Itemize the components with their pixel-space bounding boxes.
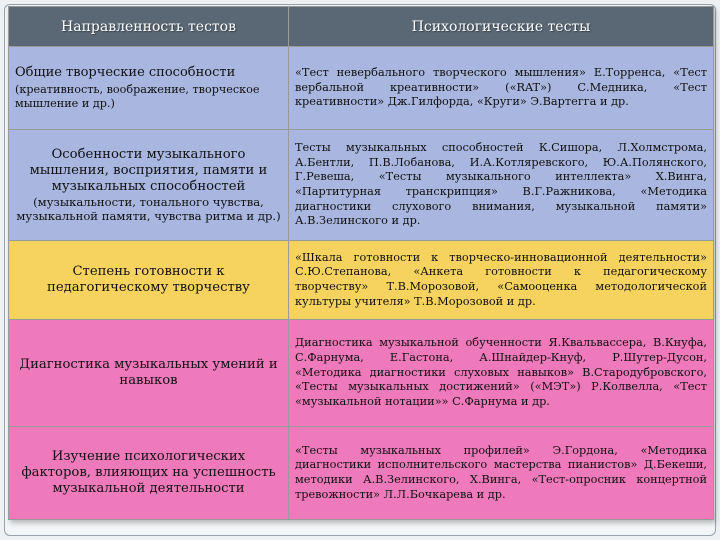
table-row [9,241,714,320]
table-header-row [9,7,714,47]
direction-subtitle: (креативность, воображение, творческое мышление и др.) [15,83,260,110]
header-direction: Направленность тестов [9,7,289,47]
tests-cell: Тесты музыкальных способностей К.Сишора, Л.Холмстрома, А.Бентли, П.В.Лобанова, И.А.Котляревского, Ю.А.Полянского, Г.Ревеша, «Тесты музыкального интеллекта» Х.Винга, «Партитурная транскрипция» В.Г.Ражникова, «Методика диагностики слухового внимания, музыкальной памяти» А.В.Зелинского и др. [289,130,714,241]
tests-cell: «Шкала готовности к творческо-инновационной деятельности» С.Ю.Степанова, «Анкета готовности к педагогическому творчеству» Т.В.Морозовой, «Самооценка методологической культуры учителя» Т.В.Морозовой и др. [289,241,714,320]
direction-cell [9,320,289,427]
direction-title: Изучение психологических факторов, влияющих на успешность музыкальной деятельности [21,448,276,497]
table-row [9,47,714,130]
direction-title: Общие творческие способности [15,65,236,81]
tests-cell: Диагностика музыкальной обученности Я.Квальвассера, В.Кнуфа, С.Фарнума, Е.Гастона, А.Шнайдер-Кнуф, Р.Шутер-Дусон, «Методика диагностики слуховых навыков» В.Стародубровского, «Тесты музыкальных достижений» («МЭТ») Р.Колвелла, «Тест «музыкальной нотации»» С.Фарнума и др. [289,320,714,427]
direction-cell [9,47,289,130]
tests-cell: «Тест невербального творческого мышления» Е.Торренса, «Тест вербальной креативности» («RAT») С.Медника, «Тест креативности» Дж.Гилфорда, «Круги» Э.Вартегга и др. [289,47,714,130]
table-row [9,427,714,520]
table-row [9,320,714,427]
direction-subtitle: (музыкальности, тонального чувства, музыкальной памяти, чувства ритма и др.) [16,195,281,224]
direction-cell [9,427,289,520]
tests-cell: «Тесты музыкальных профилей» Э.Гордона, «Методика диагностики исполнительского мастерства пианистов» Д.Бекеши, методики А.В.Зелинского, Х.Винга, «Тест-опросник концертной тревожности» Л.Л.Бочкарева и др. [289,427,714,520]
tests-table [8,6,714,520]
direction-cell [9,241,289,320]
header-tests: Психологические тесты [289,7,714,47]
direction-title: Степень готовности к педагогическому творчеству [47,263,250,295]
table-row [9,130,714,241]
direction-title: Диагностика музыкальных умений и навыков [19,356,278,388]
direction-title: Особенности музыкального мышления, восприятия, памяти и музыкальных способностей [29,146,268,194]
direction-cell [9,130,289,241]
